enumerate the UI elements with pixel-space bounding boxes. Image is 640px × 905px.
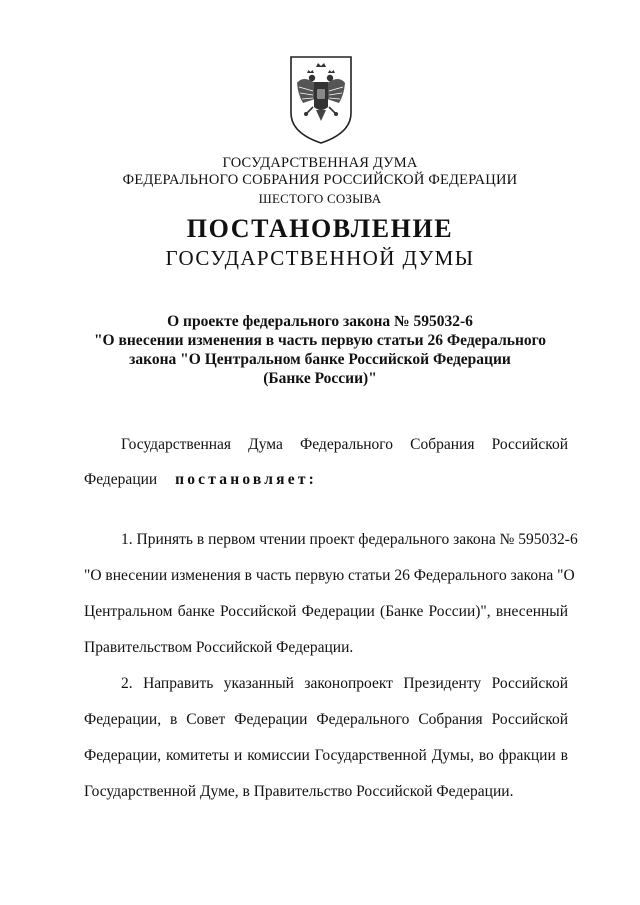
item-2-line-4: Государственной Думе, в Правительство Российской Федерации. bbox=[84, 783, 514, 800]
item-1-line-3: Центральном банке Российской Федерации (Банке России)", внесенный bbox=[84, 603, 568, 620]
document-title: ПОСТАНОВЛЕНИЕ bbox=[186, 214, 454, 243]
preamble-line-1: Государственная Дума Федерального Собрания Российской bbox=[121, 436, 568, 453]
preamble-federation: Федерации bbox=[84, 471, 158, 488]
item-1-line-4: Правительством Российской Федерации. bbox=[84, 639, 354, 656]
subject-line-4: (Банке России)" bbox=[263, 370, 377, 387]
header-line-federal-assembly: ФЕДЕРАЛЬНОГО СОБРАНИЯ РОССИЙСКОЙ ФЕДЕРАЦИИ bbox=[122, 172, 518, 188]
item-2-line-2: Федерации, в Совет Федерации Федерального Собрания Российской bbox=[84, 711, 568, 728]
preamble-line-2 bbox=[84, 470, 317, 490]
subject-line-1: О проекте федерального закона № 595032-6 bbox=[167, 313, 473, 330]
coat-of-arms-emblem bbox=[289, 55, 353, 145]
item-2-line-1: 2. Направить указанный законопроект Президенту Российской bbox=[121, 675, 568, 692]
subject-line-3: закона "О Центральном банке Российской Федерации bbox=[129, 351, 511, 368]
item-1-line-2: "О внесении изменения в часть первую статьи 26 Федерального закона "О bbox=[84, 567, 575, 584]
subject-line-2: "О внесении изменения в часть первую статьи 26 Федерального bbox=[93, 332, 547, 349]
document-subtitle: ГОСУДАРСТВЕННОЙ ДУМЫ bbox=[165, 246, 475, 270]
item-1-line-1: 1. Принять в первом чтении проект федерального закона № 595032-6 bbox=[121, 531, 578, 548]
preamble-resolves: постановляет: bbox=[175, 471, 317, 488]
header-line-duma: ГОСУДАРСТВЕННАЯ ДУМА bbox=[222, 155, 418, 171]
header-line-convocation: ШЕСТОГО СОЗЫВА bbox=[258, 191, 382, 206]
item-2-line-3: Федерации, комитеты и комиссии Государственной Думы, во фракции в bbox=[84, 747, 568, 764]
